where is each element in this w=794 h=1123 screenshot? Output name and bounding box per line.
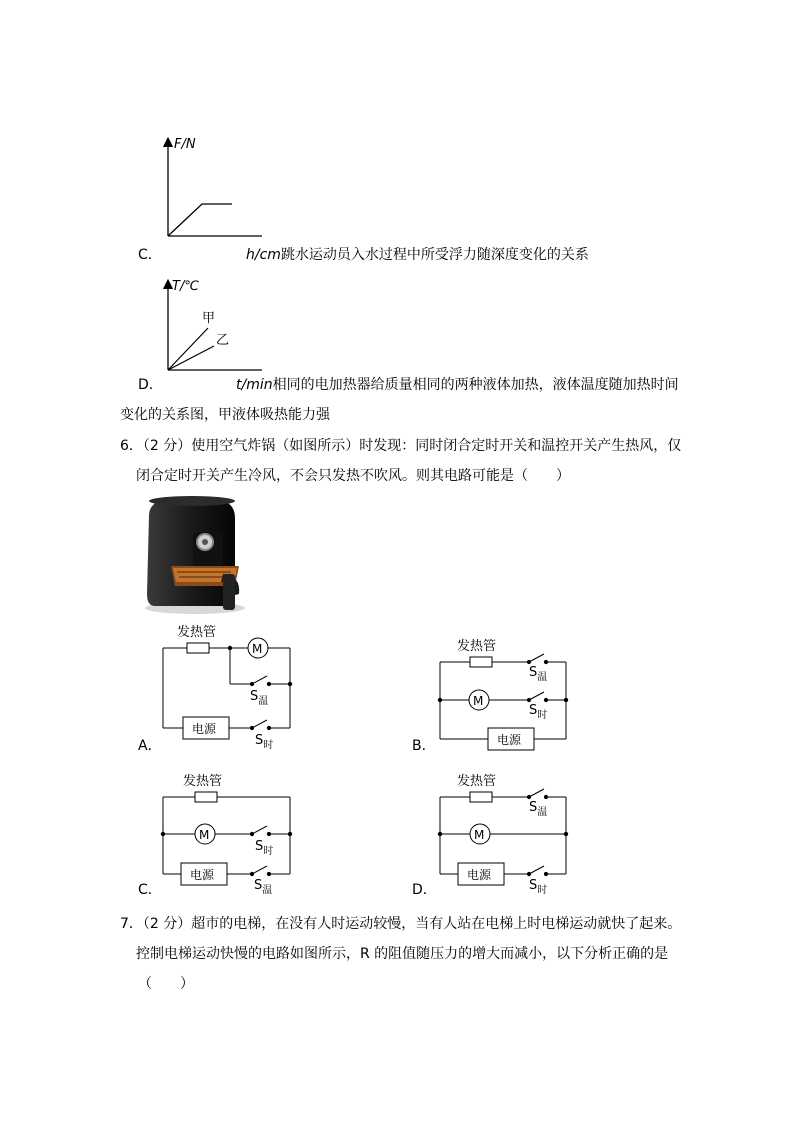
- power-label: 电源: [467, 868, 492, 882]
- switch-s-label: S: [529, 800, 538, 815]
- switch-s-label: S: [529, 703, 538, 718]
- q7-stem-line2: 控制电梯运动快慢的电路如图所示，R 的阻值随压力的增大而减小，以下分析正确的是: [136, 946, 669, 962]
- switch-s-label: S: [250, 689, 259, 704]
- q6-option-c: C．: [138, 882, 162, 898]
- option-d-caption-text: 相同的电加热器给质量相同的两种液体加热，液体温度随加热时间: [272, 377, 679, 393]
- power-label: 电源: [192, 722, 217, 736]
- switch-s-label: S: [254, 878, 263, 893]
- power-label: 电源: [190, 868, 215, 882]
- switch-s-label: S: [255, 839, 264, 854]
- y-axis-label: T/℃: [172, 279, 199, 294]
- switch-sub-label: 时: [263, 846, 274, 857]
- series-jia-label: 甲: [202, 311, 216, 326]
- series-yi-line: [168, 346, 214, 370]
- option-c-caption: [246, 245, 589, 265]
- svg-text:S温: [254, 878, 272, 895]
- heater-symbol: [470, 657, 492, 667]
- heater-label: 发热管: [457, 774, 497, 789]
- q6-stem-line2: 闭合定时开关产生冷风，不会只发热不吹风。则其电路可能是（ ）: [136, 468, 570, 484]
- heater-label: 发热管: [183, 774, 223, 789]
- svg-text:S温: [529, 665, 547, 683]
- motor-label: M: [252, 642, 263, 656]
- option-c-letter: C．: [138, 247, 162, 263]
- svg-text:S时: [529, 878, 547, 895]
- air-fryer-image: [135, 494, 253, 616]
- option-c-caption-text: 跳水运动员入水过程中所受浮力随深度变化的关系: [280, 247, 589, 263]
- q6-option-b: B．: [412, 738, 436, 754]
- heater-symbol: [470, 792, 492, 802]
- switch-s-label: S: [529, 665, 538, 680]
- switch-sub-label: 温: [537, 672, 548, 683]
- svg-text:S温: [529, 800, 547, 818]
- switch-s-label: S: [255, 733, 264, 748]
- temperature-graph: [150, 272, 270, 377]
- series-jia-line: [168, 328, 208, 370]
- series-yi-label: 乙: [216, 333, 230, 348]
- switch-s-label: S: [529, 878, 538, 893]
- q7-stem-line1: 7．（2 分）超市的电梯，在没有人时运动较慢，当有人站在电梯上时电梯运动就快了起来。: [120, 916, 682, 932]
- svg-text:S时: [529, 703, 547, 721]
- switch-sub-label: 温: [258, 696, 269, 707]
- circuit-a: [155, 620, 305, 750]
- switch-sub-label: 温: [262, 885, 273, 895]
- power-label: 电源: [497, 733, 522, 747]
- heater-symbol: [195, 792, 217, 802]
- circuit-c: [155, 770, 305, 895]
- svg-text:S时: [255, 839, 273, 857]
- buoyancy-curve: [168, 204, 232, 236]
- switch-sub-label: 时: [537, 710, 548, 721]
- option-d-caption-cont: 变化的关系图，甲液体吸热能力强: [120, 407, 330, 423]
- option-d-letter: D．: [138, 377, 163, 393]
- heater-label: 发热管: [177, 625, 217, 640]
- switch-sub-label: 温: [537, 807, 548, 818]
- motor-label: M: [199, 828, 210, 842]
- heater-label: 发热管: [457, 639, 497, 654]
- q6-option-d: D．: [412, 882, 437, 898]
- circuit-b: [432, 636, 582, 754]
- svg-text:S时: [255, 733, 273, 750]
- q6-stem-line1: 6．（2 分）使用空气炸锅（如图所示）时发现：同时闭合定时开关和温控开关产生热风，仅: [120, 438, 682, 454]
- switch-sub-label: 时: [537, 885, 548, 895]
- circuit-d: [432, 770, 582, 895]
- motor-label: M: [473, 694, 484, 708]
- y-axis-label: F/N: [174, 137, 196, 152]
- switch-sub-label: 时: [263, 740, 274, 750]
- option-c-x-label: h/cm: [246, 247, 281, 263]
- option-d-caption: [236, 375, 679, 395]
- q6-option-a: A．: [138, 738, 162, 754]
- motor-label: M: [474, 828, 485, 842]
- svg-text:S温: [250, 689, 268, 707]
- q7-stem-line3: （ ）: [138, 976, 194, 992]
- option-d-x-label: t/min: [236, 377, 273, 393]
- heater-symbol: [187, 643, 209, 653]
- buoyancy-graph: [150, 130, 270, 245]
